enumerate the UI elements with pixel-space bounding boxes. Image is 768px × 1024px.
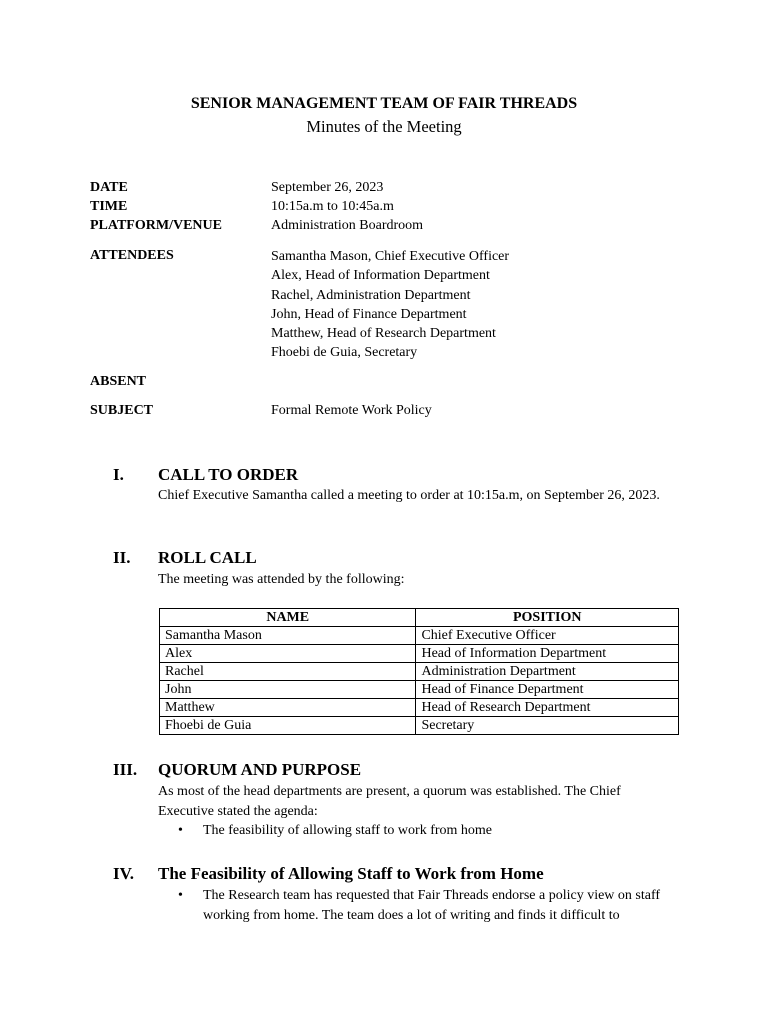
subject-value: Formal Remote Work Policy <box>271 403 432 418</box>
time-label: TIME <box>90 199 128 214</box>
attendees-label: ATTENDEES <box>90 248 174 263</box>
position-cell: Head of Finance Department <box>416 681 679 699</box>
attendee-item: Matthew, Head of Research Department <box>271 326 496 342</box>
roll-call-table <box>159 608 679 735</box>
feasibility-item: The Research team has requested that Fair Threads endorse a policy view on staff working from home. The team does a lot of writing and finds it difficult to <box>203 888 661 923</box>
name-cell: Matthew <box>160 699 416 717</box>
position-cell: Administration Department <box>416 663 679 681</box>
attendee-item: Alex, Head of Information Department <box>271 268 490 284</box>
attendee-item: John, Head of Finance Department <box>271 306 467 322</box>
roll-call-text: The meeting was attended by the following: <box>158 572 405 587</box>
attendee-item: Fhoebi de Guia, Secretary <box>271 345 418 361</box>
table-row <box>160 663 679 681</box>
call-to-order-text: Chief Executive Samantha called a meeting to order at 10:15a.m, on September 26, 2023. <box>158 488 660 503</box>
position-cell: Chief Executive Officer <box>416 627 679 645</box>
document-title: SENIOR MANAGEMENT TEAM OF FAIR THREADS <box>190 95 578 112</box>
document-subtitle: Minutes of the Meeting <box>306 117 462 136</box>
attendee-item: Samantha Mason, Chief Executive Officer <box>271 249 510 264</box>
venue-label: PLATFORM/VENUE <box>90 218 222 233</box>
table-row <box>160 681 679 699</box>
table-row <box>160 645 679 663</box>
bullet-icon: • <box>178 888 183 903</box>
name-cell: John <box>160 681 416 699</box>
name-cell: Samantha Mason <box>160 627 416 645</box>
bullet-icon: • <box>178 823 183 838</box>
agenda-item: The feasibility of allowing staff to work from home <box>203 823 493 838</box>
section-title-quorum: QUORUM AND PURPOSE <box>158 760 362 779</box>
section-number: III. <box>113 760 138 779</box>
section-number: IV. <box>113 864 134 883</box>
section-title-roll-call: ROLL CALL <box>158 548 257 567</box>
table-header-row <box>160 609 679 627</box>
name-cell: Fhoebi de Guia <box>160 717 416 735</box>
position-cell: Head of Information Department <box>416 645 679 663</box>
attendees-list <box>271 247 509 363</box>
table-row <box>160 699 679 717</box>
subject-label: SUBJECT <box>90 403 154 418</box>
time-value: 10:15a.m to 10:45a.m <box>271 199 394 214</box>
position-cell: Secretary <box>416 717 679 735</box>
date-value: September 26, 2023 <box>271 180 384 195</box>
section-title-feasibility: The Feasibility of Allowing Staff to Work from Home <box>158 864 544 883</box>
quorum-text: As most of the head departments are present, a quorum was established. The Chief Executive stated the agenda: <box>158 784 621 819</box>
column-header-position: POSITION <box>416 609 679 627</box>
name-cell: Rachel <box>160 663 416 681</box>
table-row <box>160 717 679 735</box>
position-cell: Head of Research Department <box>416 699 679 717</box>
table-row <box>160 627 679 645</box>
section-number: I. <box>113 465 124 484</box>
attendee-item: Rachel, Administration Department <box>271 287 471 303</box>
section-number: II. <box>113 548 131 567</box>
name-cell: Alex <box>160 645 416 663</box>
column-header-name: NAME <box>160 609 416 627</box>
section-title-call-to-order: CALL TO ORDER <box>158 465 299 484</box>
date-label: DATE <box>90 180 128 195</box>
absent-label: ABSENT <box>90 374 147 389</box>
venue-value: Administration Boardroom <box>271 218 424 233</box>
